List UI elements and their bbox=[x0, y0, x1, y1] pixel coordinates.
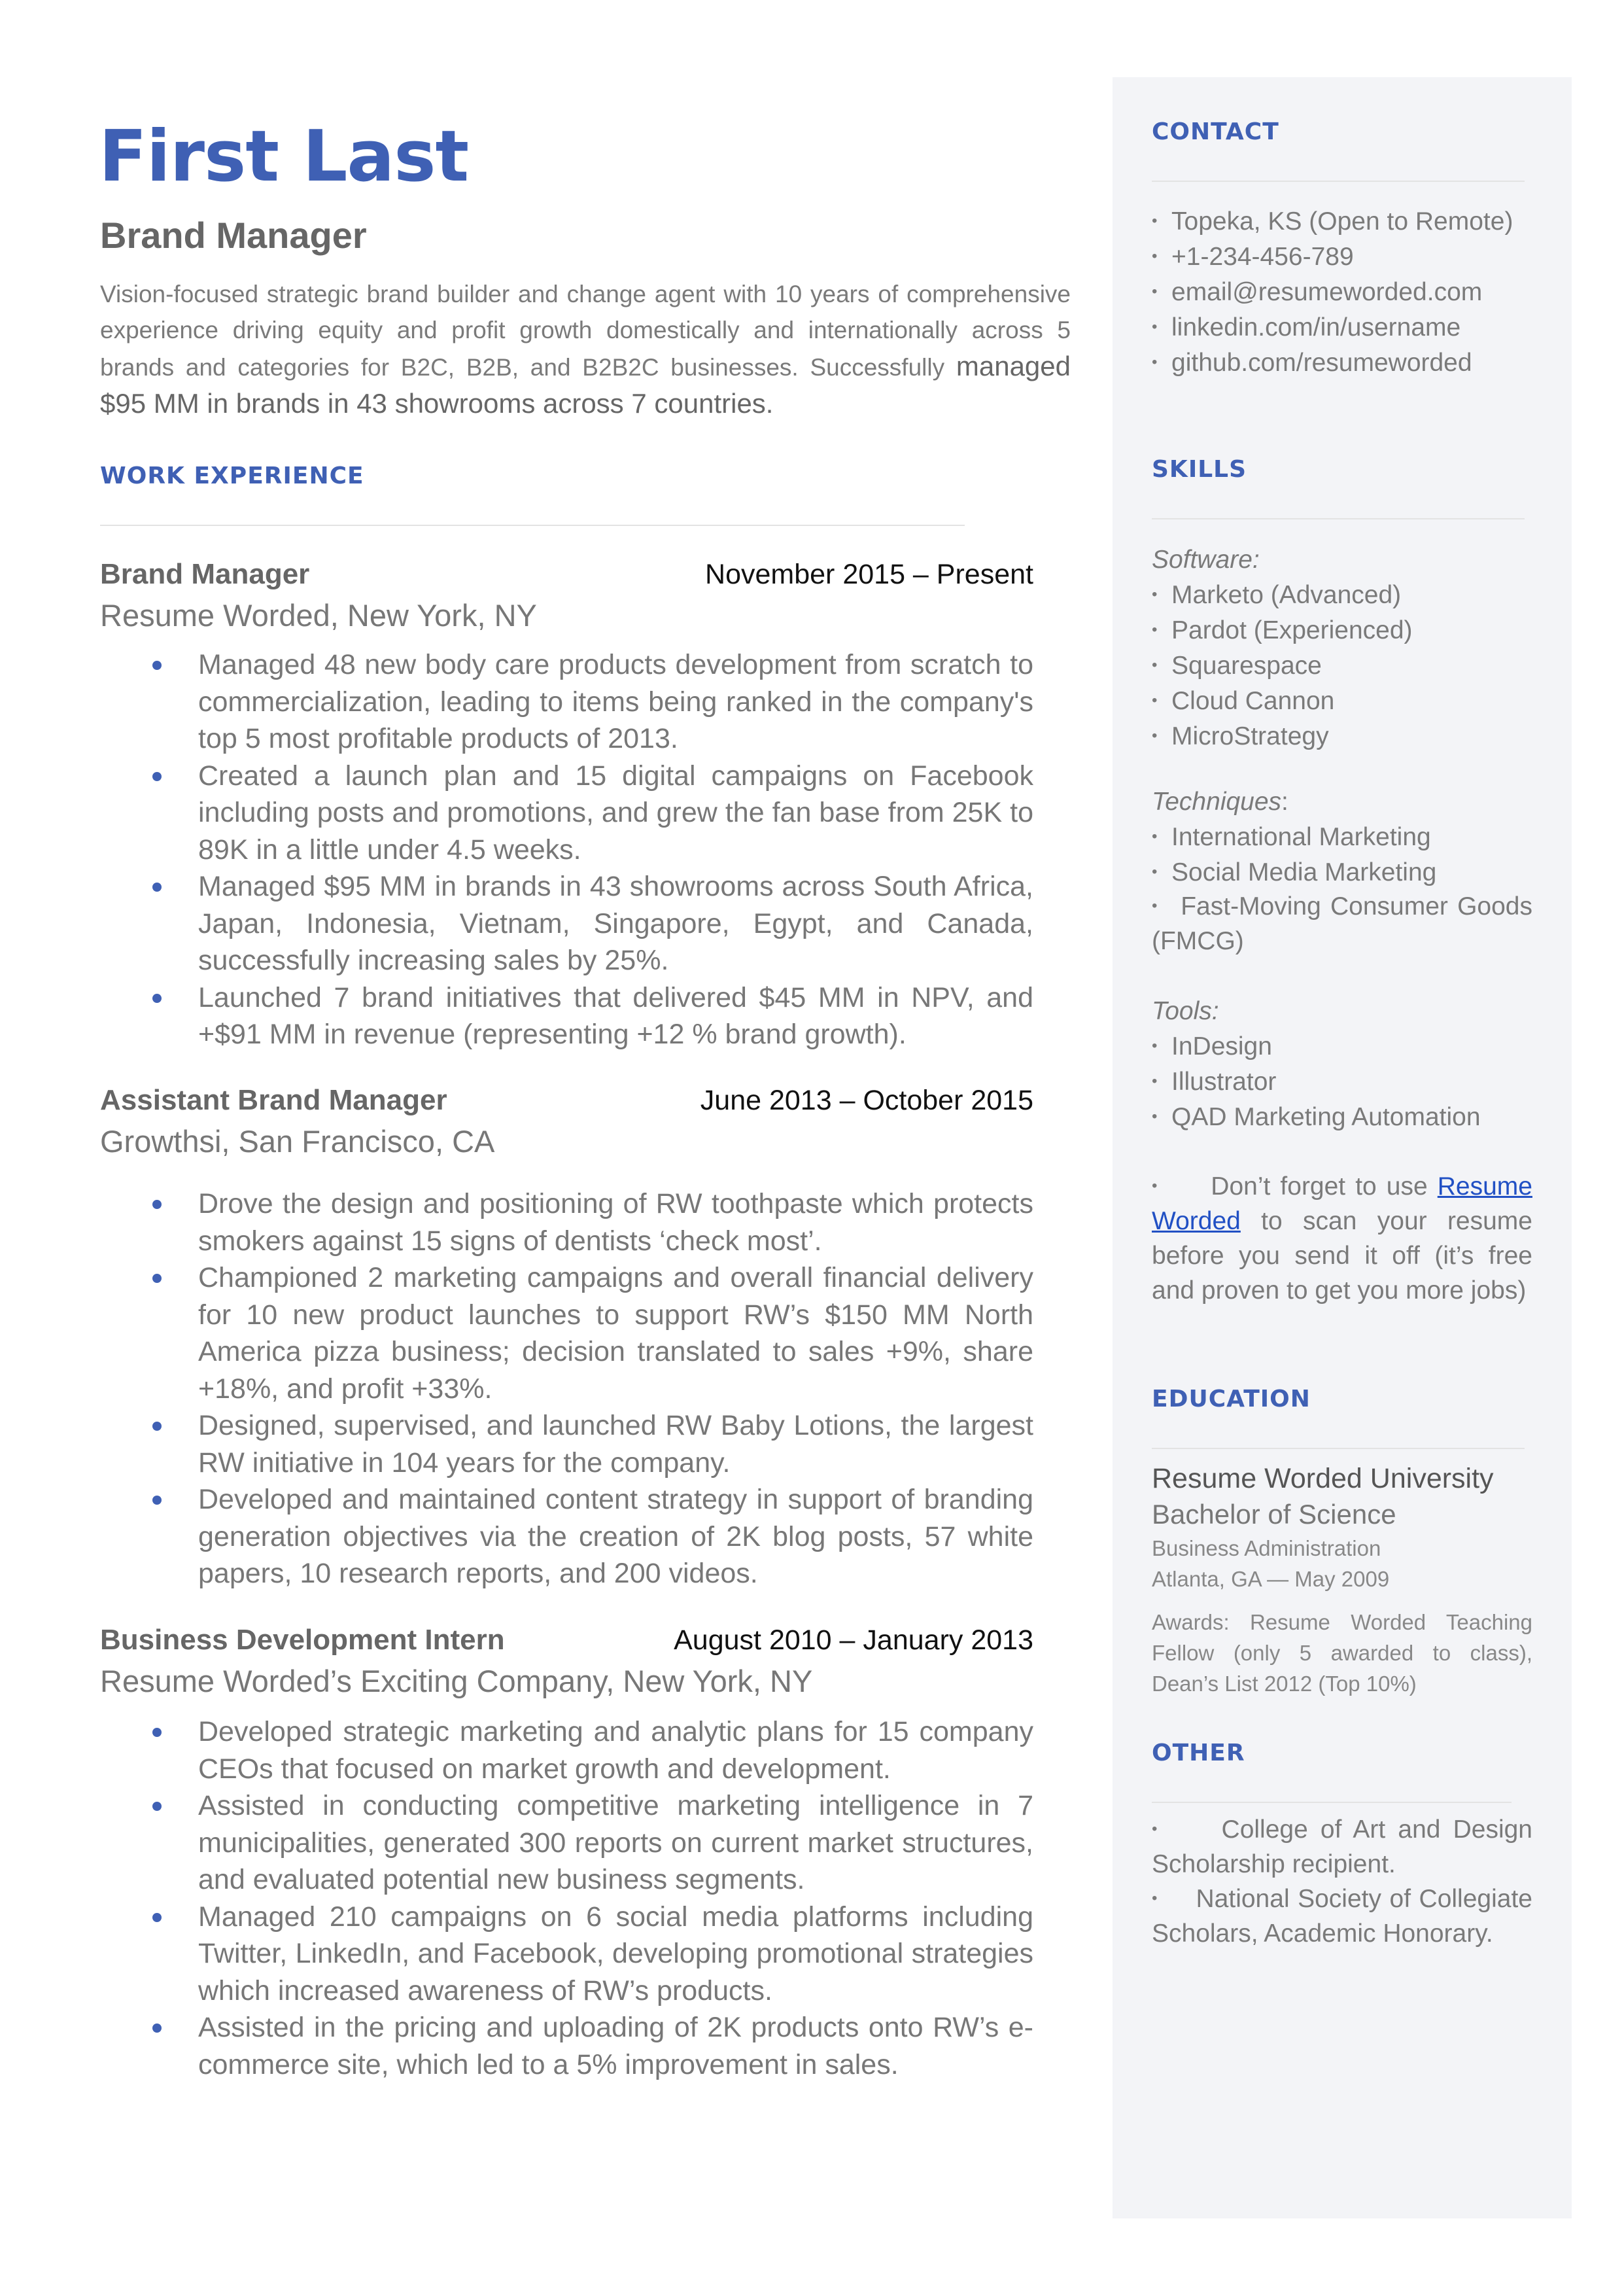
skill-item bbox=[1152, 888, 1532, 958]
bullet-dot-icon bbox=[152, 994, 162, 1003]
bullet-icon: • bbox=[1152, 621, 1158, 639]
job-bullet bbox=[100, 1185, 1033, 1259]
resume-worded-tip bbox=[1152, 1168, 1532, 1308]
bullet-dot-icon bbox=[152, 2023, 162, 2033]
bullet-icon: • bbox=[1152, 1820, 1158, 1838]
bullet-icon: • bbox=[1152, 1072, 1158, 1090]
other-item-text: College of Art and Design Scholarship recipient. bbox=[1152, 1815, 1532, 1878]
job-entry bbox=[100, 553, 1033, 1053]
job-dates: June 2013 – October 2015 bbox=[700, 1085, 1033, 1116]
skill-text: Pardot (Experienced) bbox=[1171, 616, 1413, 644]
skill-item bbox=[1152, 1028, 1481, 1064]
bullet-icon: • bbox=[1152, 318, 1158, 336]
bullet-icon: • bbox=[1152, 692, 1158, 709]
contact-heading: CONTACT bbox=[1152, 118, 1279, 145]
job-bullet-text: Created a launch plan and 15 digital campaigns on Facebook including posts and promotions, and grew the fan base from 25K to 89K in a little under 4.5 weeks. bbox=[198, 760, 1033, 866]
bullet-dot-icon bbox=[152, 772, 162, 781]
contact-linkedin-text: linkedin.com/in/username bbox=[1171, 313, 1461, 342]
resume-worded-link[interactable]: Resume Worded bbox=[1152, 1172, 1532, 1235]
tip-text: Don’t forget to use bbox=[1211, 1172, 1438, 1200]
job-title: Brand Manager bbox=[100, 558, 310, 590]
job-bullet bbox=[100, 1481, 1033, 1592]
summary-text-emphasis: managed $95 MM in brands in 43 showrooms across 7 countries. bbox=[100, 351, 1071, 419]
bullet-icon: • bbox=[1152, 1177, 1158, 1195]
skill-text: Cloud Cannon bbox=[1171, 687, 1335, 715]
other-item-text: National Society of Collegiate Scholars, Academic Honorary. bbox=[1152, 1885, 1532, 1948]
job-bullet bbox=[100, 1787, 1033, 1899]
job-entry bbox=[100, 1619, 1033, 2083]
skills-heading: SKILLS bbox=[1152, 456, 1247, 483]
contact-location-text: Topeka, KS (Open to Remote) bbox=[1171, 207, 1513, 236]
candidate-role: Brand Manager bbox=[100, 215, 367, 256]
skill-item bbox=[1152, 854, 1436, 890]
bullet-dot-icon bbox=[152, 1802, 162, 1811]
bullet-icon: • bbox=[1152, 586, 1158, 603]
skill-text: Squarespace bbox=[1171, 652, 1322, 680]
bullet-icon: • bbox=[1152, 897, 1158, 915]
job-bullet-text: Managed 210 campaigns on 6 social media platforms including Twitter, LinkedIn, and Facebook, developing promotional strategies which increased awareness of RW’s products. bbox=[198, 1901, 1033, 2006]
skill-item bbox=[1152, 648, 1413, 683]
skill-text: Social Media Marketing bbox=[1171, 858, 1437, 886]
candidate-name: First Last bbox=[99, 116, 469, 198]
skill-item bbox=[1152, 819, 1436, 854]
contact-linkedin bbox=[1152, 309, 1513, 345]
education-school: Resume Worded University bbox=[1152, 1463, 1494, 1494]
bullet-icon: • bbox=[1152, 656, 1158, 674]
skill-item bbox=[1152, 1099, 1481, 1134]
job-bullet-text: Drove the design and positioning of RW toothpaste which protects smokers against 15 signs of dentists ‘check most’. bbox=[198, 1188, 1033, 1257]
summary-text: Vision-focused strategic brand builder and change agent with 10 years of comprehensive experience driving equity and profit growth domestically and internationally across 5 brands and categories for B2C, B2B, and B2B2C businesses. Successfully bbox=[100, 281, 1071, 381]
skill-text: MicroStrategy bbox=[1171, 722, 1329, 750]
job-dates: August 2010 – January 2013 bbox=[674, 1624, 1033, 1656]
skills-software-label: Software: bbox=[1152, 546, 1260, 574]
skill-text: Marketo (Advanced) bbox=[1171, 581, 1402, 609]
job-bullet bbox=[100, 2009, 1033, 2083]
job-bullet bbox=[100, 1899, 1033, 2010]
job-bullet-text: Developed strategic marketing and analytic plans for 15 company CEOs that focused on market growth and development. bbox=[198, 1716, 1033, 1785]
bullet-icon: • bbox=[1152, 1037, 1158, 1055]
skills-tools-list bbox=[1152, 994, 1481, 1134]
education-divider bbox=[1152, 1448, 1525, 1449]
skill-item bbox=[1152, 1064, 1481, 1099]
job-dates: November 2015 – Present bbox=[705, 559, 1033, 590]
job-bullets bbox=[100, 1185, 1033, 1592]
bullet-dot-icon bbox=[152, 1913, 162, 1922]
job-bullet-text: Developed and maintained content strategy in support of branding generation objectives via the creation of 2K blog posts, 57 white papers, 10 research reports, and 200 videos. bbox=[198, 1484, 1033, 1589]
bullet-icon: • bbox=[1152, 212, 1158, 230]
bullet-dot-icon bbox=[152, 1496, 162, 1505]
job-company: Resume Worded’s Exciting Company, New York, NY bbox=[100, 1664, 813, 1698]
bullet-dot-icon bbox=[152, 661, 162, 670]
bullet-icon: • bbox=[1152, 863, 1158, 881]
job-bullets bbox=[100, 646, 1033, 1053]
contact-github bbox=[1152, 345, 1513, 380]
skill-text: Illustrator bbox=[1171, 1068, 1277, 1096]
other-item bbox=[1152, 1812, 1532, 1882]
skill-item bbox=[1152, 612, 1413, 648]
job-company: Growthsi, San Francisco, CA bbox=[100, 1124, 495, 1159]
job-bullet-text: Assisted in the pricing and uploading of 2K products onto RW’s e-commerce site, which led to a 5% improvement in sales. bbox=[198, 2012, 1033, 2080]
bullet-icon: • bbox=[1152, 727, 1158, 745]
bullet-icon: • bbox=[1152, 247, 1158, 265]
job-bullet-text: Designed, supervised, and launched RW Baby Lotions, the largest RW initiative in 104 years for the company. bbox=[198, 1410, 1033, 1479]
job-bullet-text: Managed $95 MM in brands in 43 showrooms across South Africa, Japan, Indonesia, Vietnam, Singapore, Egypt, and Canada, successfully increasing sales by 25%. bbox=[198, 871, 1033, 976]
contact-phone-text: +1-234-456-789 bbox=[1171, 243, 1354, 271]
bullet-icon: • bbox=[1152, 828, 1158, 845]
other-heading: OTHER bbox=[1152, 1740, 1245, 1766]
skills-software-list bbox=[1152, 542, 1413, 754]
contact-list bbox=[1152, 203, 1513, 380]
bullet-icon: • bbox=[1152, 283, 1158, 300]
other-item bbox=[1152, 1881, 1532, 1951]
job-title: Assistant Brand Manager bbox=[100, 1084, 447, 1116]
job-bullet-text: Managed 48 new body care products development from scratch to commercialization, leading to items being ranked in the company's top 5 most profitable products of 2013. bbox=[198, 649, 1033, 754]
bullet-icon: • bbox=[1152, 1108, 1158, 1125]
education-degree: Bachelor of Science bbox=[1152, 1499, 1396, 1530]
job-bullet bbox=[100, 1407, 1033, 1481]
skill-text: Fast-Moving Consumer Goods (FMCG) bbox=[1152, 892, 1532, 955]
skill-text: International Marketing bbox=[1171, 823, 1431, 851]
contact-location bbox=[1152, 203, 1513, 239]
bullet-dot-icon bbox=[152, 1274, 162, 1283]
job-header bbox=[100, 1079, 1033, 1121]
bullet-dot-icon bbox=[152, 883, 162, 892]
tip-text: to scan your resume before you send it off (it’s free and proven to get you more jobs) bbox=[1152, 1207, 1532, 1305]
job-bullet-text: Championed 2 marketing campaigns and overall financial delivery for 10 new product launches to support RW’s $150 MM North America pizza business; decision translated to sales +9%, share +18%, and profit +33%. bbox=[198, 1262, 1033, 1405]
contact-github-text: github.com/resumeworded bbox=[1171, 349, 1472, 377]
job-bullet bbox=[100, 1259, 1033, 1407]
job-bullet bbox=[100, 646, 1033, 758]
bullet-dot-icon bbox=[152, 1728, 162, 1737]
techniques-label-text: Techniques bbox=[1152, 788, 1282, 816]
job-header bbox=[100, 1619, 1033, 1661]
summary bbox=[100, 276, 1071, 423]
job-bullet bbox=[100, 1713, 1033, 1787]
bullet-dot-icon bbox=[152, 1200, 162, 1209]
job-header bbox=[100, 553, 1033, 595]
education-field: Business Administration bbox=[1152, 1536, 1381, 1560]
skills-divider bbox=[1152, 518, 1525, 519]
skills-techniques-list bbox=[1152, 784, 1436, 890]
job-bullet-text: Assisted in conducting competitive marketing intelligence in 7 municipalities, generated 300 reports on current market structures, and evaluated potential new business segments. bbox=[198, 1790, 1033, 1895]
work-experience-divider bbox=[100, 525, 965, 526]
education-heading: EDUCATION bbox=[1152, 1386, 1311, 1412]
job-bullet bbox=[100, 758, 1033, 869]
bullet-icon: • bbox=[1152, 1889, 1158, 1907]
work-experience-heading: WORK EXPERIENCE bbox=[100, 463, 364, 489]
job-bullet bbox=[100, 979, 1033, 1053]
other-divider bbox=[1152, 1802, 1512, 1803]
contact-email bbox=[1152, 274, 1513, 309]
job-entry bbox=[100, 1079, 1033, 1592]
bullet-icon: • bbox=[1152, 353, 1158, 371]
contact-email-text: email@resumeworded.com bbox=[1171, 278, 1483, 306]
skills-tools-label: Tools: bbox=[1152, 997, 1219, 1025]
techniques-label-colon: : bbox=[1281, 788, 1288, 816]
job-title: Business Development Intern bbox=[100, 1624, 505, 1656]
skill-item bbox=[1152, 718, 1413, 754]
skill-text: InDesign bbox=[1171, 1032, 1272, 1060]
contact-divider bbox=[1152, 181, 1525, 182]
contact-phone bbox=[1152, 239, 1513, 274]
job-bullets bbox=[100, 1713, 1033, 2083]
skill-item bbox=[1152, 683, 1413, 718]
job-bullet-text: Launched 7 brand initiatives that delivered $45 MM in NPV, and +$91 MM in revenue (representing +12 % brand growth). bbox=[198, 981, 1033, 1050]
education-awards: Awards: Resume Worded Teaching Fellow (only 5 awarded to class), Dean’s List 2012 (Top 10%) bbox=[1152, 1610, 1532, 1696]
bullet-dot-icon bbox=[152, 1422, 162, 1431]
skill-item bbox=[1152, 577, 1413, 612]
job-bullet bbox=[100, 868, 1033, 979]
skills-techniques-label bbox=[1152, 784, 1436, 819]
skill-text: QAD Marketing Automation bbox=[1171, 1103, 1481, 1131]
job-company: Resume Worded, New York, NY bbox=[100, 598, 537, 633]
education-location-date: Atlanta, GA — May 2009 bbox=[1152, 1567, 1390, 1591]
